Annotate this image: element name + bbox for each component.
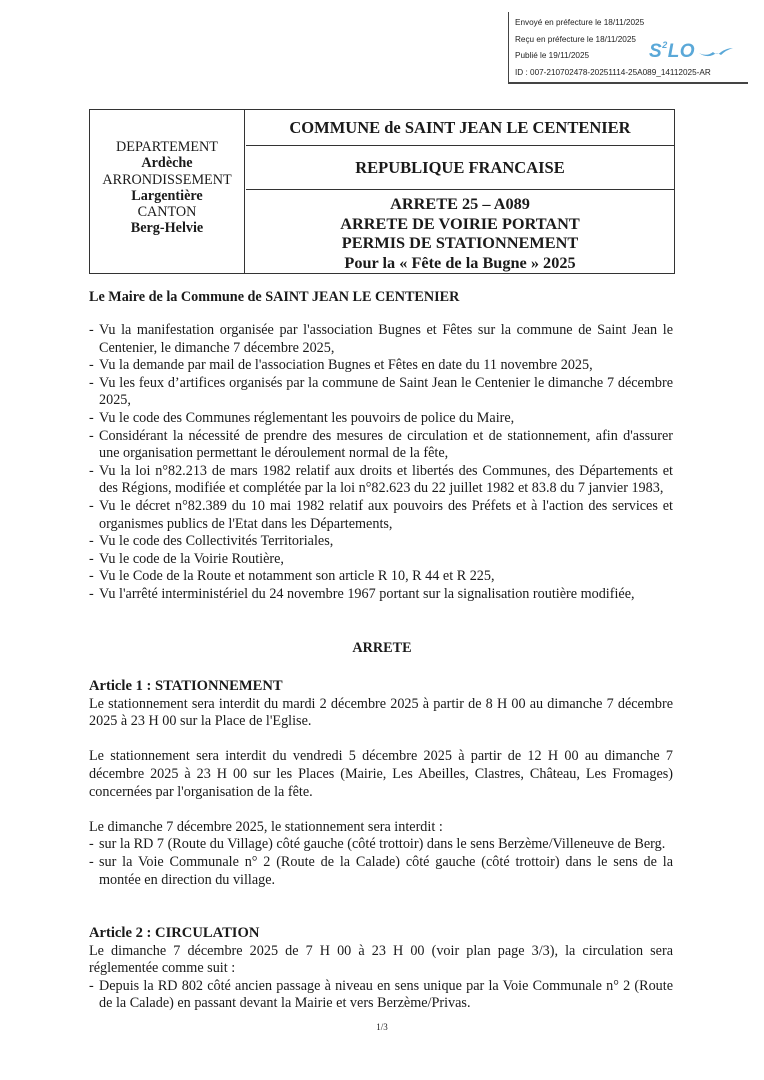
arrete-number: ARRETE 25 – A089 — [390, 194, 530, 213]
administrative-info — [90, 110, 245, 273]
considerant-text: Vu le code de la Voirie Routière, — [99, 550, 284, 567]
item-text: Depuis la RD 802 côté ancien passage à niveau en sens unique par la Voie Communale n° 2 (Route de la Calade) en passant devant la Mairie et vers Berzème/Privas. — [99, 977, 673, 1012]
considerant-text: Vu le Code de la Route et notamment son article R 10, R 44 et R 225, — [99, 568, 495, 585]
arrete-heading: ARRETE — [352, 640, 412, 656]
logo-sup: 2 — [662, 40, 668, 50]
article-1 — [89, 678, 673, 889]
maire-heading: Le Maire de la Commune de SAINT JEAN LE CENTENIER — [89, 289, 460, 305]
prefecture-stamp — [508, 12, 748, 84]
article-1-paragraph-3: Le dimanche 7 décembre 2025, le stationnement sera interdit : — [89, 818, 443, 835]
list-item: - Vu la demande par mail de l'association Bugnes et Fêtes en date du 11 novembre 2025, — [89, 357, 593, 374]
arrete-subject-2: PERMIS DE STATIONNEMENT — [341, 233, 579, 252]
article-2-list — [89, 978, 673, 1013]
considerant-text: Vu le code des Communes réglementant les pouvoirs de police du Maire, — [99, 409, 515, 426]
considerant-text: Vu la manifestation organisée par l'association Bugnes et Fêtes sur la commune de Saint Jean le Centenier, le dimanche 7 décembre 2025, — [99, 322, 673, 356]
considerant-text: Vu le décret n°82.389 du 10 mai 1982 relatif aux pouvoirs des Préfets et à l'action des services et organismes publics de l'Etat dans les Départements, — [99, 497, 673, 532]
header-table — [89, 109, 675, 274]
arrondissement-value: Largentière — [131, 187, 203, 204]
arrete-subject-1: ARRETE DE VOIRIE PORTANT — [340, 213, 580, 233]
list-item: - Considérant la nécessité de prendre des mesures de circulation et de stationnement, afin d'assurer une organisation permettant le déroulement normal de la fête, — [89, 427, 673, 462]
considerant-text: Considérant la nécessité de prendre des mesures de circulation et de stationnement, afin d'assurer une organisation permettant le déroulement normal de la fête, — [99, 427, 673, 462]
stamp-sent: Envoyé en préfecture le 18/11/2025 — [515, 18, 645, 27]
considerant-text: Vu le code des Collectivités Territoriales, — [99, 533, 334, 550]
arrete-subject-3: Pour la « Fête de la Bugne » 2025 — [344, 252, 576, 272]
item-text: sur la RD 7 (Route du Village) côté gauche (côté trottoir) dans le sens Berzème/Villeneuve de Berg. — [99, 836, 666, 853]
article-1-paragraph-1: Le stationnement sera interdit du mardi 2 décembre 2025 à partir de 8 H 00 au dimanche 7 décembre 2025 à 23 H 00 sur la Place de l'Eglise. — [89, 695, 673, 730]
considerants-list — [89, 322, 673, 604]
item-text: sur la Voie Communale n° 2 (Route de la Calade) côté gauche (côté trottoir) dans le sens de la montée en direction du village. — [99, 853, 673, 888]
list-item: - Vu la loi n°82.213 de mars 1982 relatif aux droits et libertés des Communes, des Départements et des Régions, modifiée et complétée par la loi n°82.623 du 22 juillet 1982 et 83.8 du 7 janvier 1983, — [89, 462, 673, 497]
stamp-published: Publié le 19/11/2025 — [515, 51, 590, 60]
list-item: - Vu les feux d’artifices organisés par la commune de Saint Jean le Centenier le dimanche 7 décembre 2025, — [89, 374, 673, 409]
article-2-title: Article 2 : CIRCULATION — [89, 925, 260, 941]
considerant-text: Vu la loi n°82.213 de mars 1982 relatif aux droits et libertés des Communes, des Départements et des Régions, modifiée et complétée par la loi n°82.623 du 22 juillet 1982 et 83.8 du 7 janvier 1983, — [99, 462, 673, 497]
stamp-received: Reçu en préfecture le 18/11/2025 — [515, 34, 636, 44]
list-item: - Depuis la RD 802 côté ancien passage à niveau en sens unique par la Voie Communale n° 2 (Route de la Calade) en passant devant la Mairie et vers Berzème/Privas. — [89, 977, 673, 1012]
list-item: - sur la Voie Communale n° 2 (Route de la Calade) côté gauche (côté trottoir) dans le sens de la montée en direction du village. — [89, 853, 673, 888]
commune-title: COMMUNE de SAINT JEAN LE CENTENIER — [246, 110, 674, 146]
considerant-text: Vu les feux d’artifices organisés par la commune de Saint Jean le Centenier le dimanche 7 décembre 2025, — [99, 374, 673, 409]
article-2 — [89, 925, 673, 1013]
article-1-title: Article 1 : STATIONNEMENT — [89, 678, 283, 694]
logo-lo: LO — [667, 41, 696, 62]
article-2-paragraph-1: Le dimanche 7 décembre 2025 de 7 H 00 à 23 H 00 (voir plan page 3/3), la circulation sera réglementée comme suit : — [89, 942, 673, 977]
list-item: - Vu l'arrêté interministériel du 24 novembre 1967 portant sur la signalisation routière modifiée, — [89, 585, 635, 602]
list-item: - Vu le code des Collectivités Territoriales, — [89, 533, 334, 550]
list-item: - Vu la manifestation organisée par l'association Bugnes et Fêtes sur la commune de Saint Jean le Centenier, le dimanche 7 décembre 2025, — [89, 322, 673, 356]
canton-label: CANTON — [137, 204, 197, 221]
stamp-id: ID : 007-210702478-20251114-25A089_14112025-AR — [515, 67, 711, 77]
republique-title: REPUBLIQUE FRANCAISE — [246, 146, 674, 190]
list-item: - Vu le Code de la Route et notamment son article R 10, R 44 et R 225, — [89, 568, 495, 585]
considerant-text: Vu la demande par mail de l'association Bugnes et Fêtes en date du 11 novembre 2025, — [99, 357, 593, 374]
page-number: 1/3 — [376, 1022, 388, 1032]
list-item: - Vu le code des Communes réglementant les pouvoirs de police du Maire, — [89, 409, 515, 426]
considerant-text: Vu l'arrêté interministériel du 24 novembre 1967 portant sur la signalisation routière modifiée, — [99, 585, 635, 602]
list-item: - Vu le code de la Voirie Routière, — [89, 550, 284, 567]
departement-value: Ardèche — [141, 155, 193, 172]
list-item: - sur la RD 7 (Route du Village) côté gauche (côté trottoir) dans le sens Berzème/Villeneuve de Berg. — [89, 836, 666, 853]
article-1-list — [89, 836, 673, 889]
article-1-paragraph-2: Le stationnement sera interdit du vendredi 5 décembre 2025 à partir de 12 H 00 au dimanche 7 décembre 2025 à 23 H 00 sur les Places (Mairie, Les Abeilles, Clastres, Château, Les Fromages) concernées par l'organisation de la fête. — [89, 748, 673, 800]
arrete-title-block — [246, 191, 674, 273]
departement-label: DEPARTEMENT — [116, 139, 218, 155]
list-item: - Vu le décret n°82.389 du 10 mai 1982 relatif aux pouvoirs des Préfets et à l'action des services et organismes publics de l'Etat dans les Départements, — [89, 497, 673, 532]
header-titles — [246, 110, 674, 273]
canton-value: Berg-Helvie — [130, 220, 204, 237]
s2low-logo-icon — [649, 40, 733, 63]
arrondissement-label: ARRONDISSEMENT — [102, 171, 232, 188]
logo-s: S — [649, 41, 663, 62]
swoosh-icon — [699, 47, 733, 57]
